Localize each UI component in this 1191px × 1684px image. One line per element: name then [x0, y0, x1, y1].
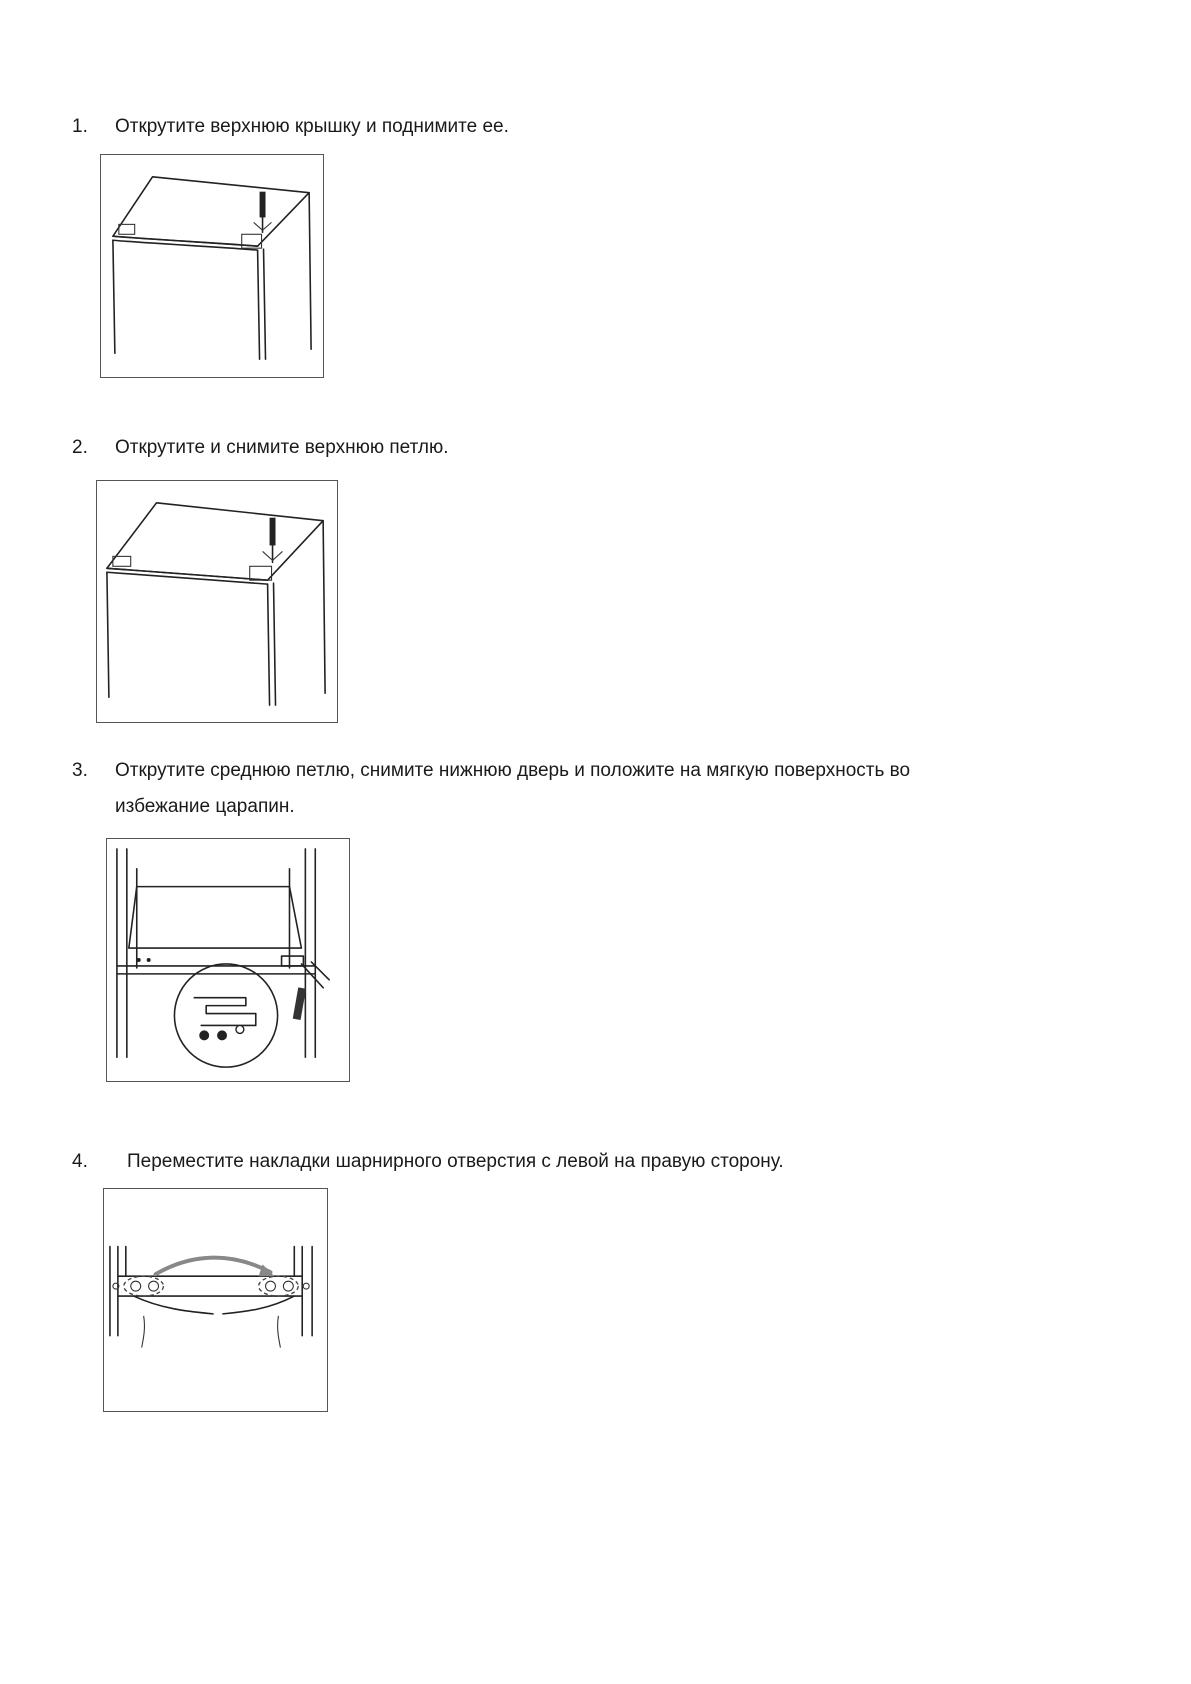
step-1-number: 1.	[72, 116, 88, 137]
step-3-number: 3.	[72, 760, 88, 781]
step-4-number: 4.	[72, 1151, 88, 1172]
step-1-illustration	[100, 154, 324, 378]
step-3-text-line2: избежание царапин.	[115, 796, 295, 817]
step-3	[72, 753, 1152, 825]
step-4	[72, 1144, 1152, 1180]
step-2-illustration	[96, 480, 338, 723]
step-1-text: Открутите верхнюю крышку и поднимите ее.	[115, 116, 509, 137]
step-4-illustration	[103, 1188, 328, 1412]
step-2-number: 2.	[72, 437, 88, 458]
step-4-text: Переместите накладки шарнирного отверстия с левой на правую сторону.	[127, 1151, 784, 1172]
step-1	[72, 109, 1122, 145]
step-2-text: Открутите и снимите верхнюю петлю.	[115, 437, 449, 458]
step-2	[72, 430, 1122, 466]
step-3-illustration	[106, 838, 350, 1082]
step-3-text: Открутите среднюю петлю, снимите нижнюю дверь и положите на мягкую поверхность во	[115, 760, 911, 781]
